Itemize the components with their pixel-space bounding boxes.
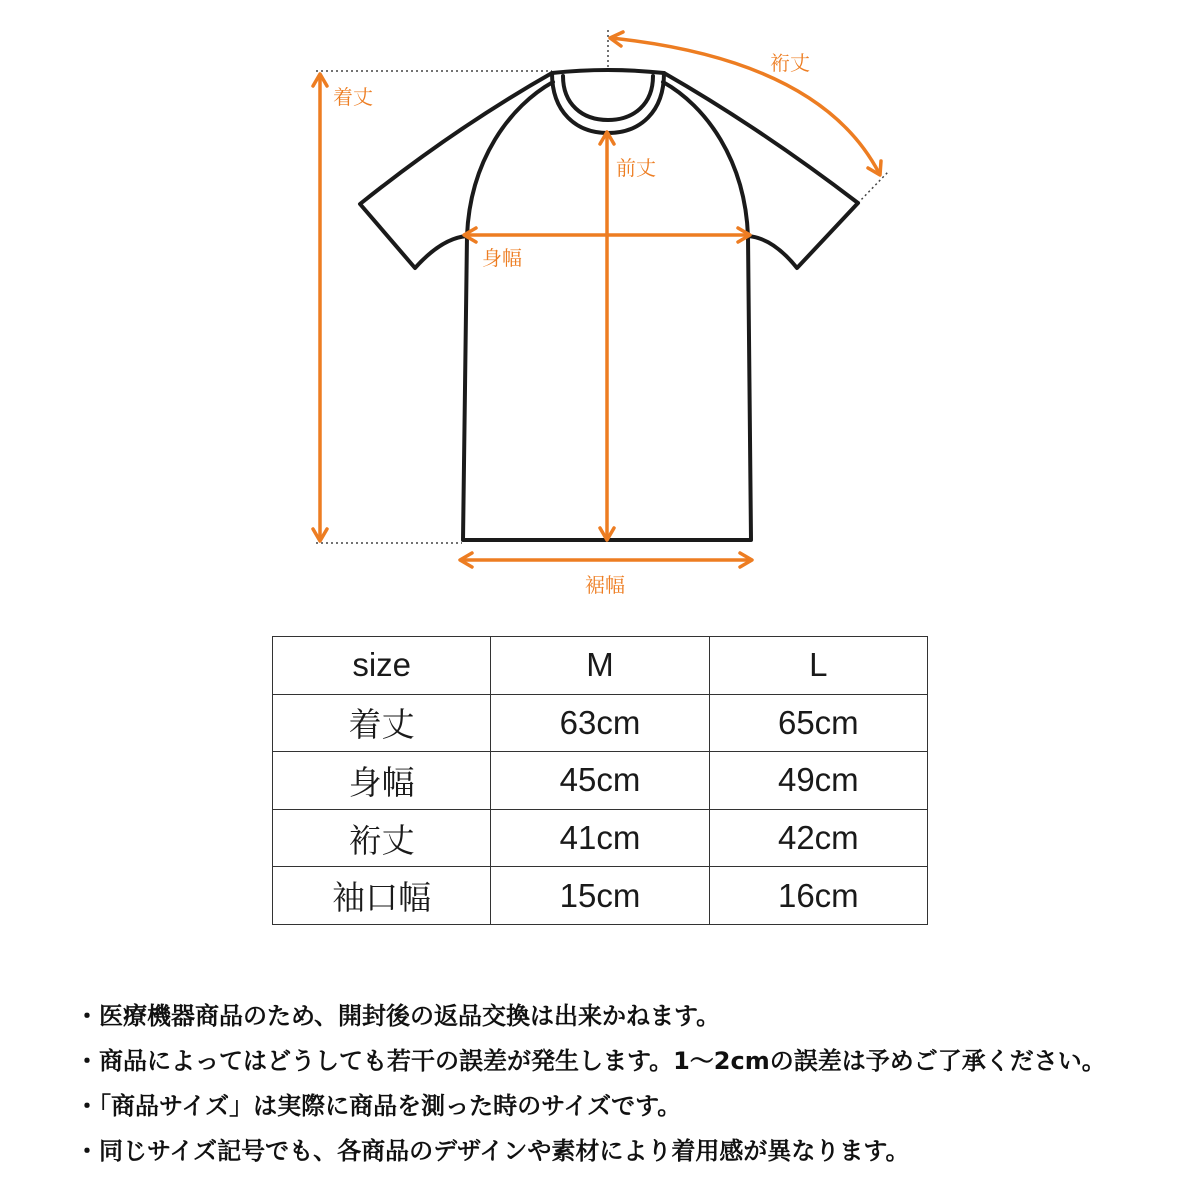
total-length-arrow xyxy=(313,74,327,541)
size-m-value-cell: 41cm xyxy=(491,809,709,867)
size-l-value-cell: 65cm xyxy=(709,694,927,752)
left-raglan-seam xyxy=(467,82,553,236)
row-label-cell: 裄丈 xyxy=(273,809,491,867)
collar-inner-line xyxy=(563,76,653,120)
table-row xyxy=(273,867,928,925)
note-item: ・「商品サイズ」は実際に商品を測った時のサイズです。 xyxy=(75,1092,682,1120)
sleeve-end-guide-line xyxy=(858,172,888,203)
header-cell-m: M xyxy=(491,637,709,695)
row-label-cell: 身幅 xyxy=(273,752,491,810)
size-m-value-cell: 63cm xyxy=(491,694,709,752)
hem-width-label: 裾幅 xyxy=(585,573,625,597)
size-l-value-cell: 42cm xyxy=(709,809,927,867)
front-length-label: 前丈 xyxy=(616,156,656,180)
note-item: ・医療機器商品のため、開封後の返品交換は出来かねます。 xyxy=(75,1002,721,1030)
table-header-row xyxy=(273,637,928,695)
size-m-value-cell: 15cm xyxy=(491,867,709,925)
sleeve-length-arrow xyxy=(610,32,881,175)
total-length-label: 着丈 xyxy=(333,85,373,109)
size-l-value-cell: 16cm xyxy=(709,867,927,925)
front-length-arrow xyxy=(600,132,614,540)
row-label-cell: 袖口幅 xyxy=(273,867,491,925)
body-width-label: 身幅 xyxy=(482,246,522,270)
header-cell-l: L xyxy=(709,637,927,695)
hem-width-arrow xyxy=(460,553,752,567)
row-label-cell: 着丈 xyxy=(273,694,491,752)
table-row xyxy=(273,809,928,867)
notes-list xyxy=(75,994,1106,1174)
size-table xyxy=(272,636,928,925)
note-item: ・同じサイズ記号でも、各商品のデザインや素材により着用感が異なります。 xyxy=(75,1137,910,1165)
size-l-value-cell: 49cm xyxy=(709,752,927,810)
table-row xyxy=(273,752,928,810)
tshirt-body-outline xyxy=(360,70,858,540)
note-item: ・商品によってはどうしても若干の誤差が発生します。1〜2cmの誤差は予めご了承ください。 xyxy=(75,1047,1106,1075)
sleeve-length-label: 裄丈 xyxy=(770,51,810,75)
table-row xyxy=(273,694,928,752)
right-raglan-seam xyxy=(663,82,748,236)
size-m-value-cell: 45cm xyxy=(491,752,709,810)
header-cell-size: size xyxy=(273,637,491,695)
